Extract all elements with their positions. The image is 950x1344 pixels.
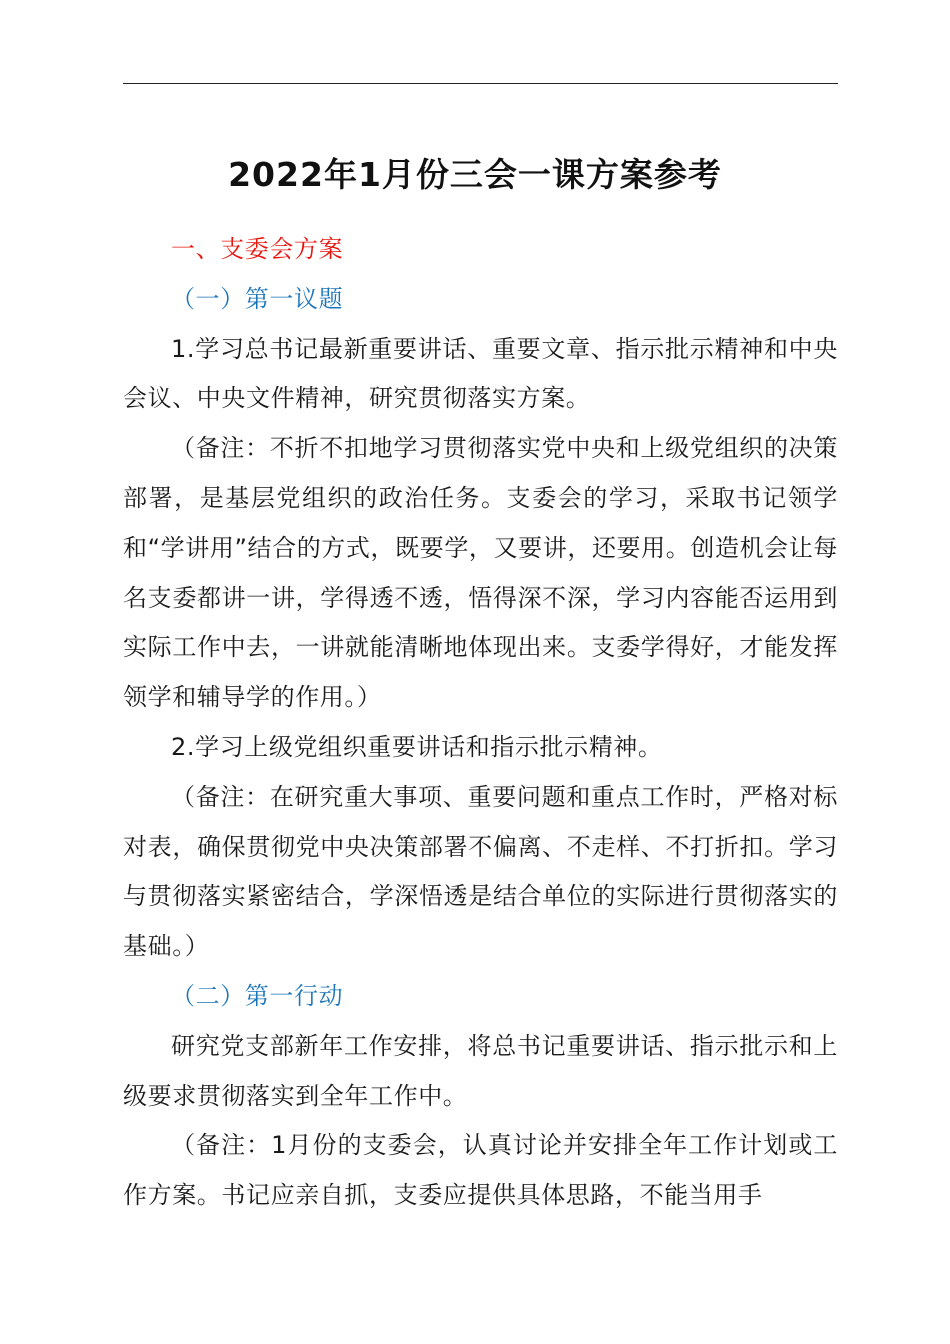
paragraph: 研究党支部新年工作安排，将总书记重要讲话、指示批示和上级要求贯彻落实到全年工作中。 xyxy=(123,1031,838,1110)
header-rule xyxy=(123,83,838,84)
paragraph: 2.学习上级党组织重要讲话和指示批示精神。 xyxy=(171,732,663,761)
subsection-heading: （一）第一议题 xyxy=(171,284,344,313)
paragraph: （备注：不折不扣地学习贯彻落实党中央和上级党组织的决策部署，是基层党组织的政治任务。支委会的学习，采取书记领学和“学讲用”结合的方式，既要学，又要讲，还要用。创造机会让每名支委都讲一讲，学得透不透，悟得深不深，学习内容能否运用到实际工作中去，一讲就能清晰地体现出来。支委学得好，才能发挥领学和辅导学的作用。） xyxy=(123,434,838,712)
paragraph: （备注：在研究重大事项、重要问题和重点工作时，严格对标对表，确保贯彻党中央决策部署不偏离、不走样、不打折扣。学习与贯彻落实紧密结合，学深悟透是结合单位的实际进行贯彻落实的基础。） xyxy=(123,782,838,961)
document-body xyxy=(123,225,838,1221)
paragraph: （备注：1月份的支委会，认真讨论并安排全年工作计划或工作方案。书记应亲自抓，支委应提供具体思路，不能当用手 xyxy=(123,1131,838,1210)
subsection-heading: （二）第一行动 xyxy=(171,981,344,1010)
section-heading: 一、支委会方案 xyxy=(171,235,344,263)
page-title: 2022年1月份三会一课方案参考 xyxy=(228,155,722,194)
paragraph: 1.学习总书记最新重要讲话、重要文章、指示批示精神和中央会议、中央文件精神，研究贯彻落实方案。 xyxy=(123,334,838,413)
